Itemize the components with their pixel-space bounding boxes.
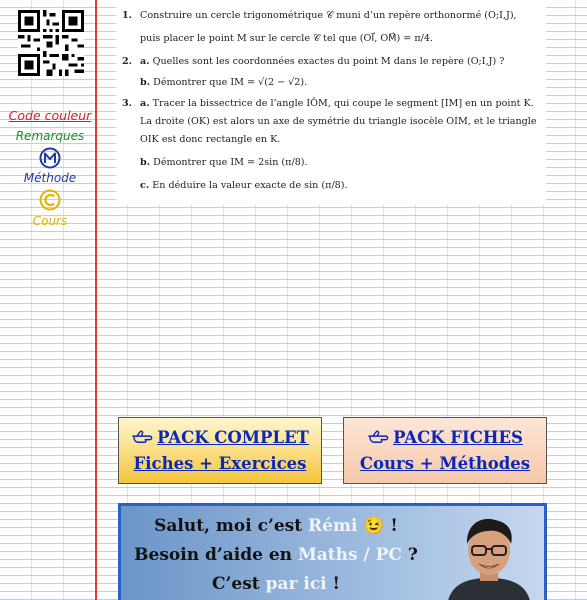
pack-fiches-label: PACK FICHES xyxy=(393,428,523,447)
legend-remarques: Remarques xyxy=(15,129,85,143)
pointing-hand-icon xyxy=(367,430,389,444)
qr-code[interactable] xyxy=(18,10,84,76)
question-1: 1. Construire un cercle trigonométrique 𝒞 muni d’un repère orthonormé (O;I,J), puis placer le point M sur le cercle 𝒞 tel que (OI⃗, OM⃗) = π/4. xyxy=(122,10,517,44)
cours-c-icon xyxy=(39,189,61,211)
pack-complet-button[interactable] xyxy=(118,417,322,484)
help-promo-banner[interactable] xyxy=(118,503,547,600)
pack-fiches-button[interactable] xyxy=(343,417,547,484)
pack-complet-label: PACK COMPLET xyxy=(157,428,309,447)
legend-title: Code couleur xyxy=(8,108,92,123)
question-3: 3. a. Tracer la bissectrice de l’angle IÔM, qui coupe le segment [IM] en un point K. La droite (OK) est alors un axe de symétrie du triangle isocèle OIM, et le triangle OIK est donc rectangle en K. b. Démontrer que IM = 2sin (π/8). c. En déduire la valeur exacte de sin (π/8). xyxy=(122,98,537,191)
pack-fiches-sublabel: Cours + Méthodes xyxy=(359,454,531,473)
legend-methode: Méthode xyxy=(23,171,77,185)
pointing-hand-icon xyxy=(131,430,153,444)
exercise-statement xyxy=(116,0,546,204)
margin-line xyxy=(95,0,97,600)
methode-m-icon xyxy=(39,147,61,169)
promo-text: Salut, moi c’est Rémi 😉 ! Besoin d’aide en Maths / PC ? C’est par ici ! xyxy=(134,516,418,594)
color-code-legend xyxy=(8,108,92,228)
legend-cours: Cours xyxy=(32,214,68,228)
pack-complet-sublabel: Fiches + Exercices xyxy=(133,454,307,473)
tutor-portrait xyxy=(439,512,539,600)
question-2: 2. a. Quelles sont les coordonnées exactes du point M dans le repère (O;I,J) ? b. Démontrer que IM = √(2 − √2). xyxy=(122,56,505,88)
